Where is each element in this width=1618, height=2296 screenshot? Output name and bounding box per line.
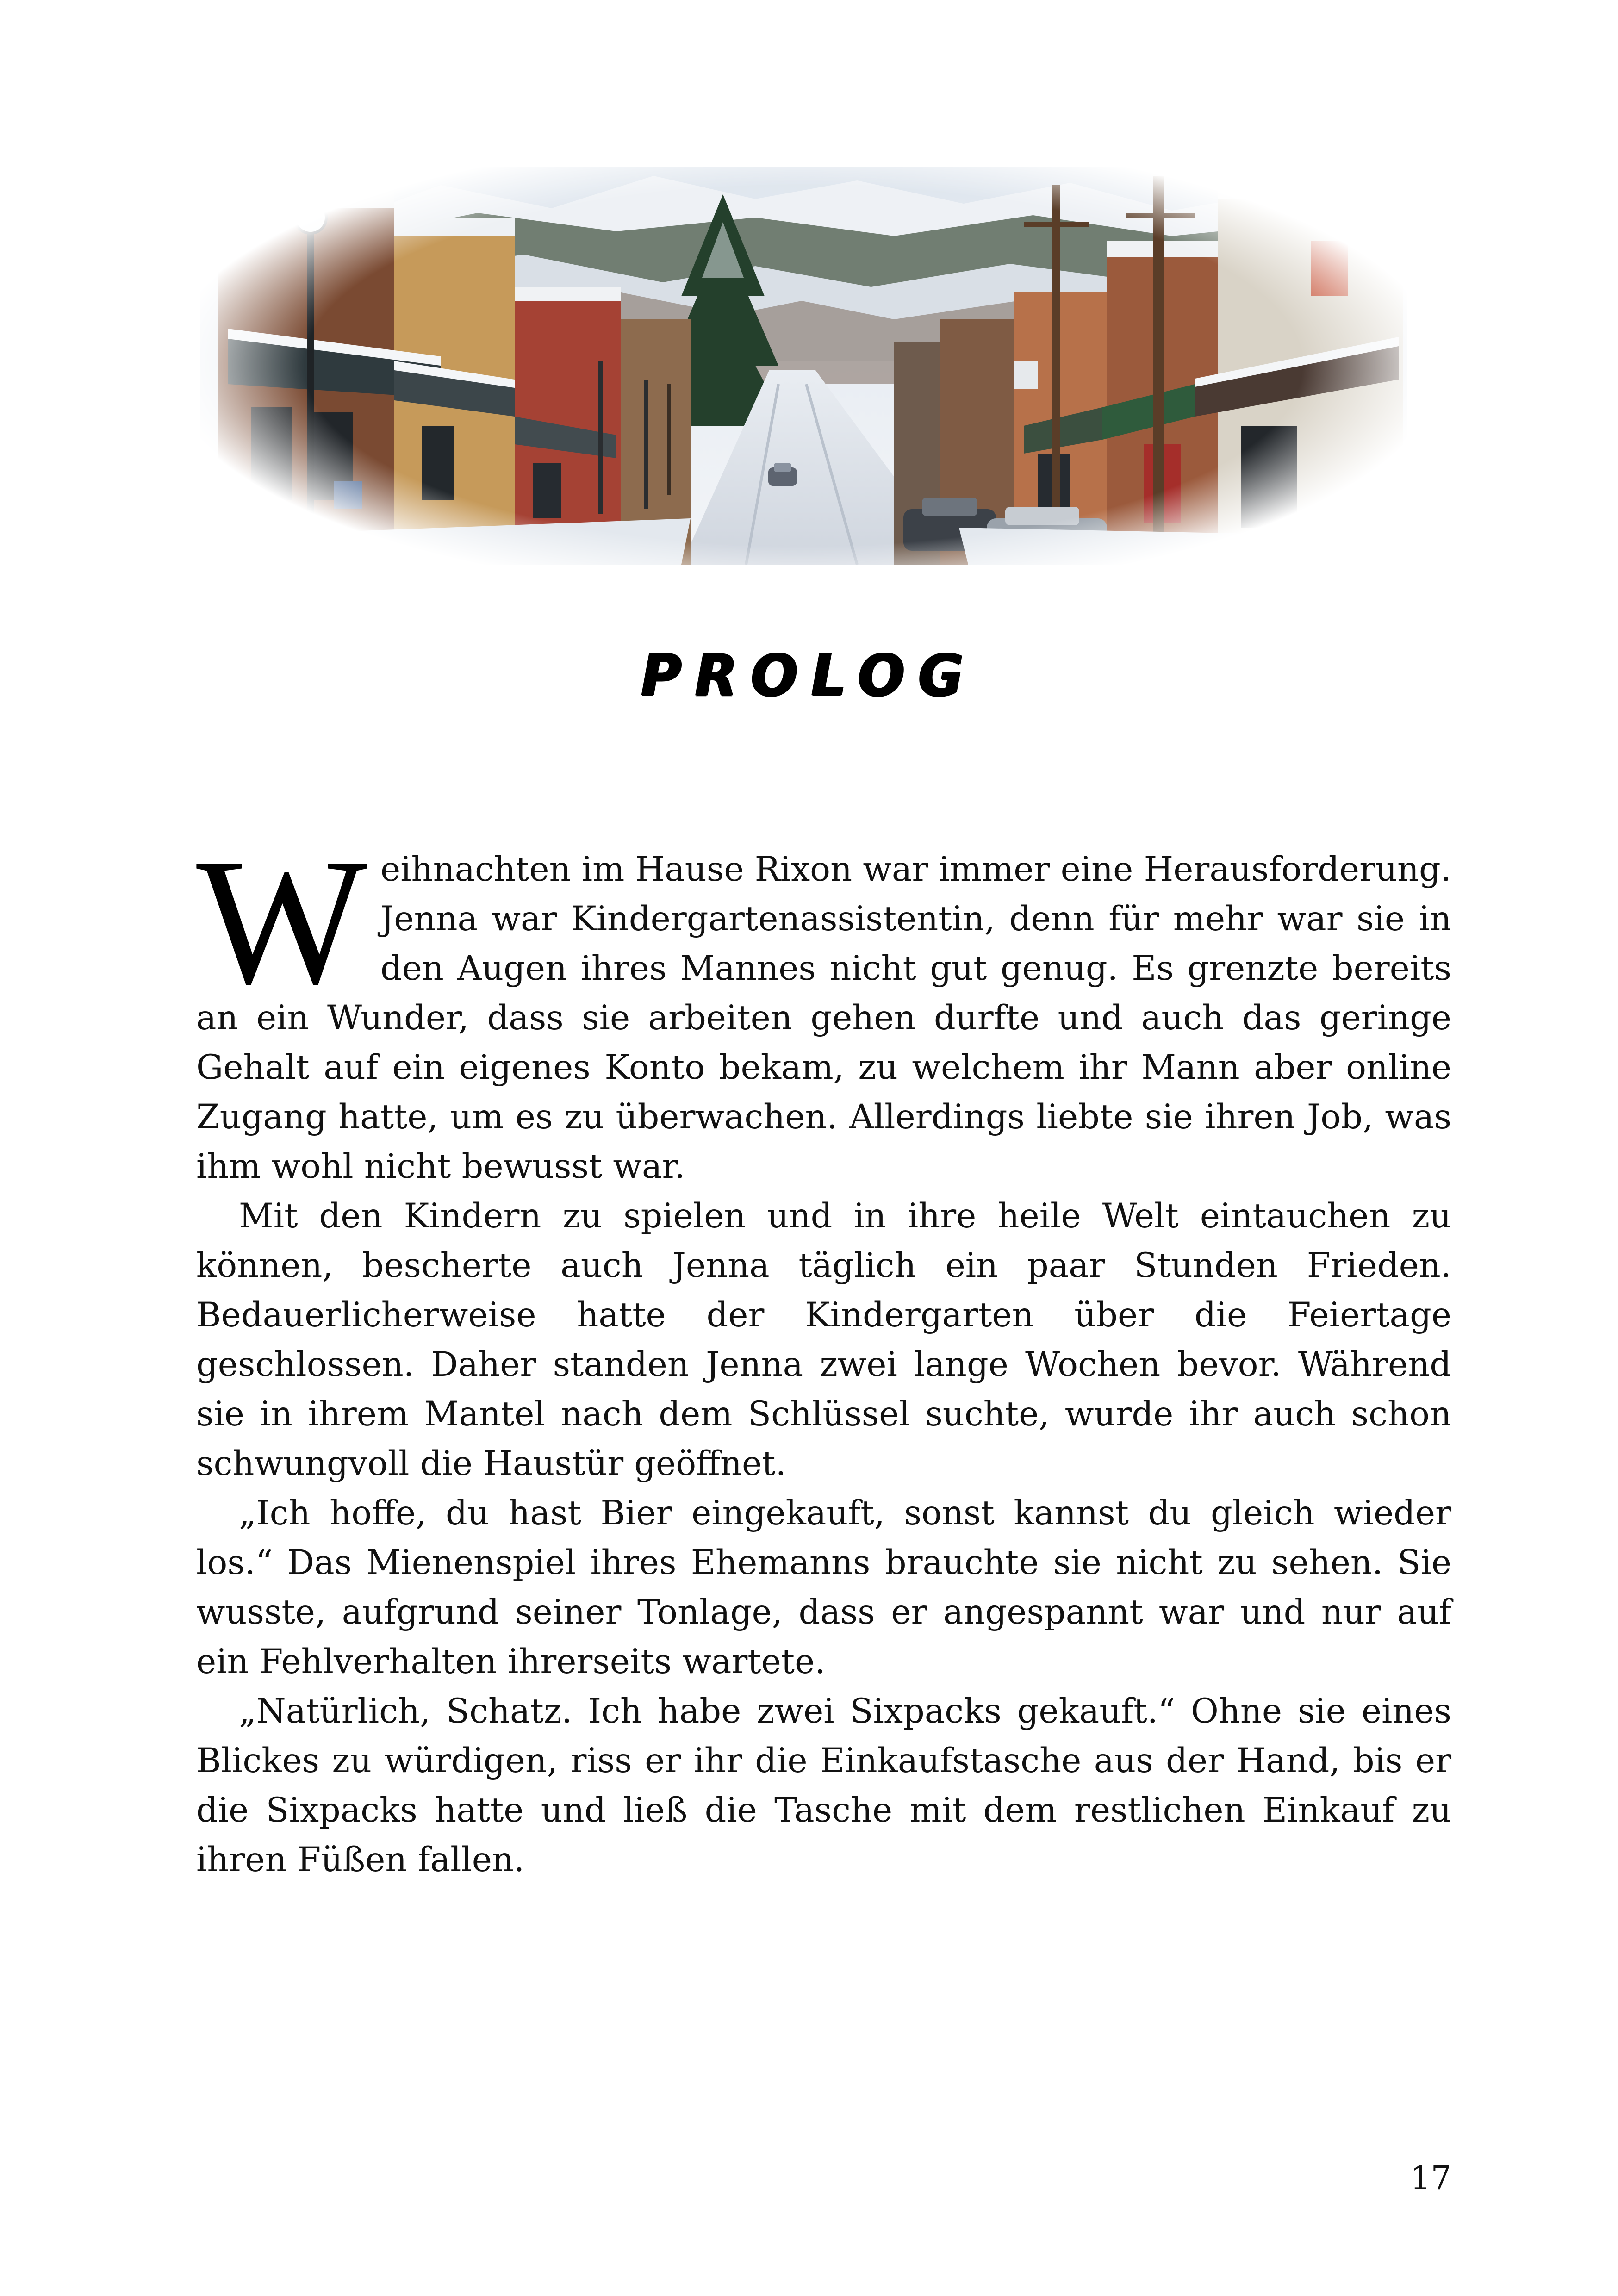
- chapter-heading: PROLOG: [641, 641, 977, 709]
- paragraph-2: Mit den Kindern zu spielen und in ihre heile Welt eintauchen zu können, bescherte auch Jenna täglich ein paar Stunden Frieden. Bedauerlicherweise hatte der Kindergarten über die Feiertage geschlossen. Daher standen Jenna zwei lange Wochen bevor. Während sie in ihrem Mantel nach dem Schlüssel suchte, wurde ihr auch schon schwungvoll die Haustür geöffnet.: [196, 1196, 1451, 1483]
- drop-cap: W: [196, 821, 367, 1022]
- page-number: 17: [1410, 2159, 1451, 2197]
- paragraph-3: „Ich hoffe, du hast Bier eingekauft, sonst kannst du gleich wieder los.“ Das Mienenspiel ihres Ehemanns brauchte sie nicht zu sehen. Sie wusste, aufgrund seiner Tonlage, dass er angespannt war und nur auf ein Fehlverhalten ihrerseits wartete.: [196, 1493, 1451, 1681]
- paragraph-1: [196, 821, 1451, 1191]
- paragraph-1-text: eihnachten im Hause Rixon war immer eine Herausforderung. Jenna war Kindergartenassistentin, denn für mehr war sie in den Augen ihres Mannes nicht gut genug. Es grenzte bereits an ein Wunder, dass sie arbeiten gehen durfte und auch das geringe Gehalt auf ein eigenes Konto bekam, zu welchem ihr Mann aber online Zugang hatte, um es zu überwachen. Allerdings liebte sie ihren Job, was ihm wohl nicht bewusst war.: [196, 850, 1451, 1186]
- chapter-body: [196, 821, 1451, 1885]
- winter-street-image: [200, 167, 1407, 565]
- header-illustration: [200, 167, 1407, 565]
- paragraph-4: „Natürlich, Schatz. Ich habe zwei Sixpacks gekauft.“ Ohne sie eines Blickes zu würdigen, riss er ihr die Einkaufstasche aus der Hand, bis er die Sixpacks hatte und ließ die Tasche mit dem restlichen Einkauf zu ihren Füßen fallen.: [196, 1692, 1451, 1879]
